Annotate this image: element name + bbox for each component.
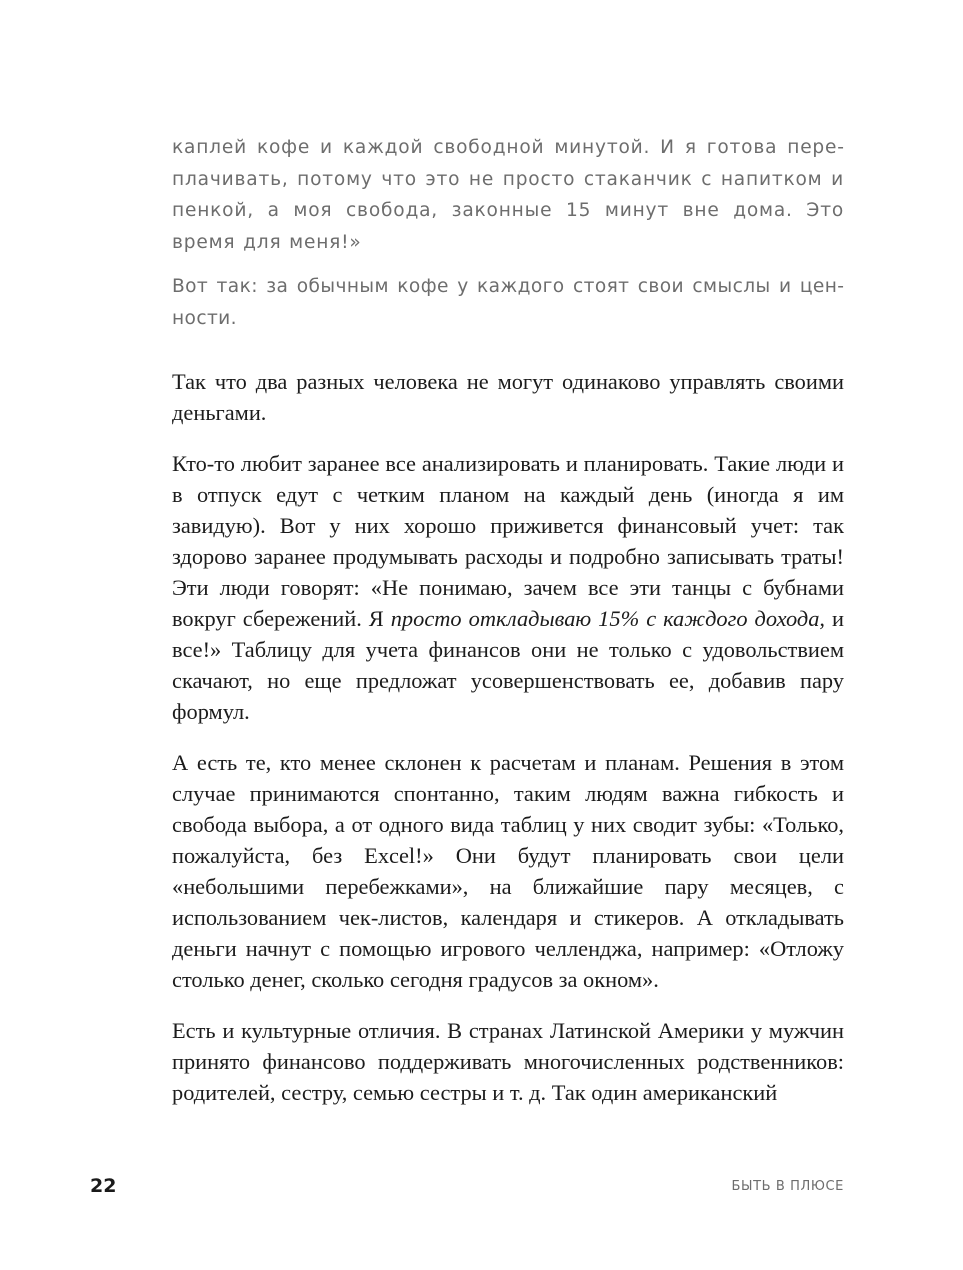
body-text — [172, 366, 844, 1128]
quote-paragraph: Вот так: за обычным кофе у каждого стоят свои смыслы и ценности. — [172, 276, 844, 329]
body-paragraph: А есть те, кто менее склонен к расчетам и планам. Решения в этом случае принимаются спонтанно, таким людям важна гибкость и свобода выбора, а от одного вида таблиц у них сводит зубы: «Только, пожалуйста, без Excel!» Они будут планировать свои цели «небольшими перебежками», на ближайшие пару месяцев, с использованием чек-листов, календаря и стикеров. А откладывать деньги начнут с помощью игрового челленджа, например: «Отложу столько денег, сколько сегодня градусов за окном». — [172, 750, 844, 992]
page-number: 22 — [90, 1175, 117, 1197]
running-title: БЫТЬ В ПЛЮСЕ — [731, 1179, 844, 1194]
quote-section — [172, 132, 844, 334]
paragraph-text: и все!» Таблицу для учета финансов они не только с удовольствием скачают, но еще предложат усовершенствовать ее, добавив пару формул. — [172, 606, 844, 724]
body-paragraph: Так что два разных человека не могут одинаково управлять своими деньгами. — [172, 369, 844, 425]
body-paragraph: Есть и культурные отличия. В странах Латинской Америки у мужчин принято финансово поддерживать многочисленных родственников: родителей, сестру, семью сестры и т. д. Так один американский — [172, 1018, 844, 1105]
italic-emphasis: просто откладываю 15% с каждого дохода, — [390, 606, 826, 631]
paragraph-text: Кто-то любит заранее все анализировать и планировать. Такие люди и в отпуск едут с четким планом на каждый день (иногда я им завидую). Вот у них хорошо приживется финансовый учет: так здорово заранее продумывать расходы и подробно записывать траты! Эти люди говорят: «Не понимаю, зачем все эти танцы с бубнами вокруг сбережений. Я — [172, 451, 844, 631]
quote-paragraph: каплей кофе и каждой свободной минутой. И я готова переплачивать, потому что это не просто стаканчик с напитком и пенкой, а моя свобода, законные 15 минут вне дома. Это время для меня!» — [172, 137, 844, 253]
body-paragraph — [172, 448, 844, 727]
